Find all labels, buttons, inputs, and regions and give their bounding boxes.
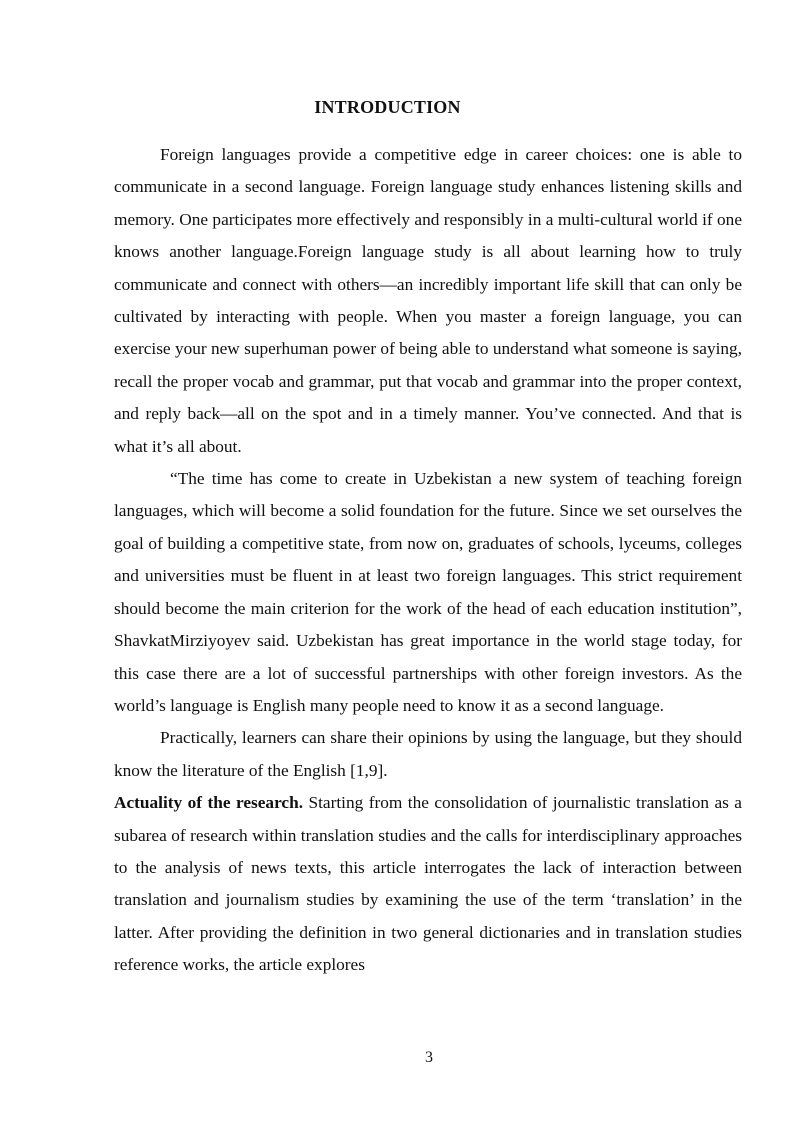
paragraph-foreign-languages: Foreign languages provide a competitive edge in career choices: one is able to communicate in a second language. Foreign language study enhances listening skills and memory. One participates more effectively and responsibly in a multi-cultural world if one knows another language.Foreign language study is all about learning how to truly communicate and connect with others—an incredibly important life skill that can only be cultivated by interacting with people. When you master a foreign language, you can exercise your new superhuman power of being able to understand what someone is saying, recall the proper vocab and grammar, put that vocab and grammar into the proper context, and reply back—all on the spot and in a timely manner. You’ve connected. And that is what it’s all about.	[114, 145, 742, 456]
actuality-text: Starting from the consolidation of journalistic translation as a subarea of research within translation studies and the calls for interdisciplinary approaches to the analysis of news texts, this article interrogates the lack of interaction between translation and journalism studies by examining the use of the term ‘translation’ in the latter. After providing the definition in two general dictionaries and in translation studies reference works, the article explores	[114, 793, 742, 975]
actuality-heading: Actuality of the research.	[114, 793, 304, 813]
paragraph-practically: Practically, learners can share their opinions by using the language, but they should know the literature of the English [1,9].	[114, 728, 742, 780]
paragraph-quote: “The time has come to create in Uzbekistan a new system of teaching foreign languages, which will become a solid foundation for the future. Since we set ourselves the goal of building a competitive state, from now on, graduates of schools, lyceums, colleges and universities must be fluent in at least two foreign languages. This strict requirement should become the main criterion for the work of the head of each education institution”, ShavkatMirziyoyev said. Uzbekistan has great importance in the world stage today, for this case there are a lot of successful partnerships with other foreign investors. As the world’s language is English many people need to know it as a second language.	[114, 469, 742, 715]
paragraph-actuality	[114, 787, 742, 981]
page-number: 3	[425, 1049, 433, 1066]
page-title: INTRODUCTION	[314, 97, 461, 117]
body-text	[114, 139, 742, 982]
